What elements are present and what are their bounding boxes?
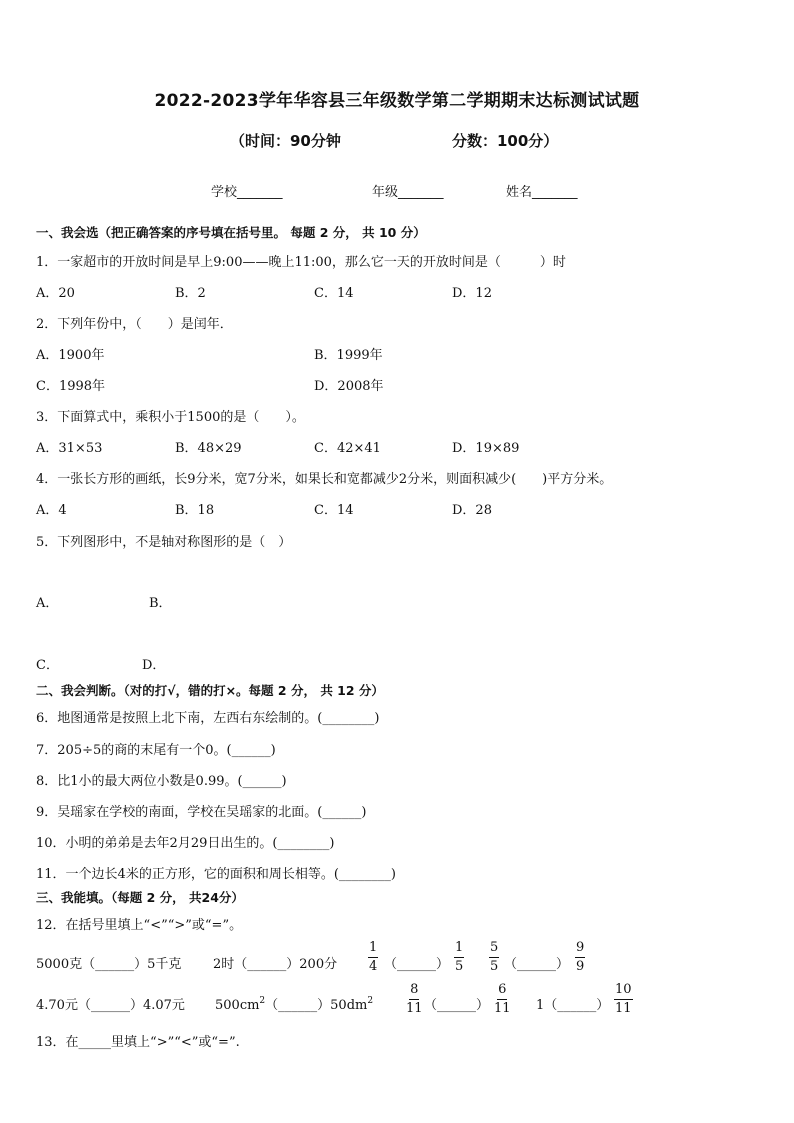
area-left: 500cm — [215, 998, 260, 1013]
area-exponent: 2 — [367, 996, 374, 1006]
section-fill-heading: 三、我能填。（每题 2 分， 共24分） — [36, 890, 244, 905]
compare-blank: （______） — [424, 998, 490, 1013]
compare-blank: （______） — [384, 957, 450, 972]
q5-option-b: B． — [149, 596, 172, 611]
q3-option-a: A．31×53 — [36, 441, 103, 456]
fraction-one-quarter — [368, 940, 378, 975]
question-13: 13．在_____里填上“>”“<”或“=”. — [36, 1035, 240, 1050]
question-10: 10．小明的弟弟是去年2月29日出生的。(________) — [36, 836, 335, 851]
fraction-denominator: 11 — [494, 1001, 511, 1016]
question-4: 4．一张长方形的画纸，长9分米，宽7分米，如果长和宽都减少2分米，则面积减少( )平方分米。 — [36, 472, 613, 487]
question-11: 11．一个边长4米的正方形，它的面积和周长相等。(________) — [36, 867, 396, 882]
q2-option-a: A．1900年 — [36, 348, 105, 363]
fraction-numerator: 10 — [614, 982, 633, 1000]
q1-option-d: D．12 — [452, 286, 492, 301]
fraction-denominator: 5 — [455, 959, 464, 974]
compare-weight: 5000克（______）5千克 — [36, 957, 182, 972]
fraction-eight-elevenths — [406, 982, 423, 1017]
school-field: 学校_______ — [211, 185, 283, 200]
compare-blank: （______） — [504, 957, 570, 972]
q1-option-a: A．20 — [36, 286, 75, 301]
q1-option-b: B．2 — [175, 286, 206, 301]
question-9: 9．吴瑶家在学校的南面，学校在吴瑶家的北面。(______) — [36, 805, 367, 820]
fraction-denominator: 9 — [576, 959, 585, 974]
q4-option-d: D．28 — [452, 503, 492, 518]
q3-option-d: D．19×89 — [452, 441, 520, 456]
area-exponent: 2 — [259, 996, 266, 1006]
fraction-denominator: 4 — [369, 959, 378, 974]
question-1: 1．一家超市的开放时间是早上9:00——晚上11:00，那么它一天的开放时间是（ ）时 — [36, 255, 566, 270]
q1-option-c: C．14 — [314, 286, 354, 301]
question-12: 12．在括号里填上“<”“>”或“=”。 — [36, 918, 243, 933]
fraction-numerator: 8 — [409, 982, 419, 1000]
q2-option-d: D．2008年 — [314, 379, 384, 394]
fraction-six-elevenths — [494, 982, 511, 1017]
fraction-five-fifths — [489, 940, 499, 975]
q3-option-b: B．48×29 — [175, 441, 242, 456]
compare-area — [215, 994, 373, 1013]
grade-field: 年级_______ — [372, 185, 444, 200]
q4-option-a: A．4 — [36, 503, 67, 518]
question-8: 8．比1小的最大两位小数是0.99。(______) — [36, 774, 287, 789]
question-7: 7．205÷5的商的末尾有一个0。(______) — [36, 743, 276, 758]
page-title: 2022-2023学年华容县三年级数学第二学期期末达标测试试题 — [154, 91, 640, 111]
fraction-numerator: 1 — [368, 940, 378, 958]
compare-money: 4.70元（______）4.07元 — [36, 998, 185, 1013]
q2-option-c: C．1998年 — [36, 379, 106, 394]
fraction-ten-elevenths — [614, 982, 633, 1017]
fraction-numerator: 6 — [497, 982, 507, 1000]
fraction-denominator: 11 — [406, 1001, 423, 1016]
fraction-numerator: 9 — [575, 940, 585, 958]
question-5: 5．下列图形中，不是轴对称图形的是（ ） — [36, 535, 292, 550]
section-judge-heading: 二、我会判断。（对的打√，错的打×。每题 2 分， 共 12 分） — [36, 683, 384, 698]
q5-option-d: D． — [142, 658, 166, 673]
fraction-one-fifth — [454, 940, 464, 975]
area-right: （______）50dm — [265, 998, 368, 1013]
compare-time: 2时（______）200分 — [213, 957, 338, 972]
fraction-denominator: 11 — [615, 1001, 632, 1016]
name-field: 姓名_______ — [506, 185, 578, 200]
section-choice-heading: 一、我会选（把正确答案的序号填在括号里。 每题 2 分， 共 10 分） — [36, 225, 426, 240]
fraction-nine-ninths — [575, 940, 585, 975]
fraction-denominator: 5 — [490, 959, 499, 974]
q2-option-b: B．1999年 — [314, 348, 383, 363]
q5-option-a: A． — [36, 596, 59, 611]
exam-score: 分数：100分） — [452, 132, 559, 150]
exam-time: （时间：90分钟 — [230, 132, 341, 150]
q3-option-c: C．42×41 — [314, 441, 381, 456]
compare-one: 1（______） — [536, 998, 610, 1013]
fraction-numerator: 1 — [454, 940, 464, 958]
fraction-numerator: 5 — [489, 940, 499, 958]
question-3: 3．下面算式中，乘积小于1500的是（ ）。 — [36, 410, 305, 425]
question-2: 2．下列年份中，（ ）是闰年． — [36, 317, 233, 332]
q4-option-b: B．18 — [175, 503, 215, 518]
question-6: 6．地图通常是按照上北下南，左西右东绘制的。(________) — [36, 711, 380, 726]
q5-option-c: C． — [36, 658, 59, 673]
q4-option-c: C．14 — [314, 503, 354, 518]
